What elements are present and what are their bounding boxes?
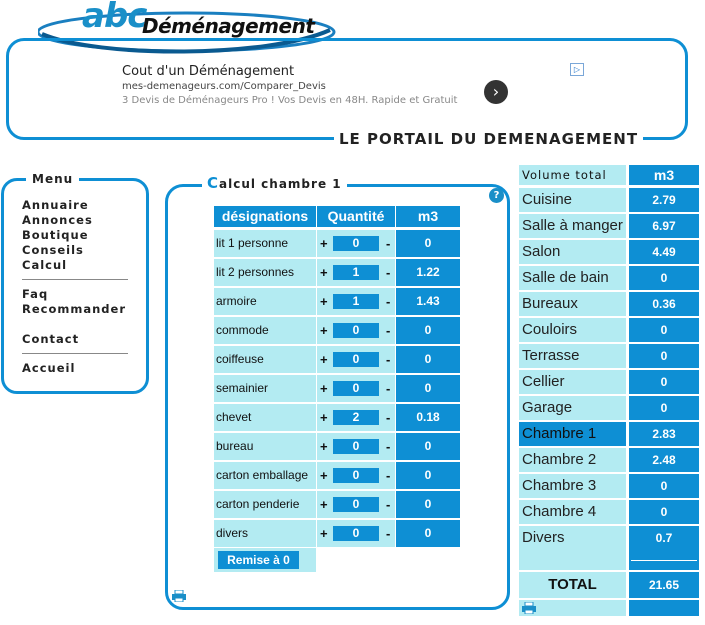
item-label: carton emballage xyxy=(214,462,316,489)
quantity-stepper xyxy=(317,462,395,489)
item-volume: 1.22 xyxy=(396,259,460,286)
volume-footer-cell xyxy=(629,600,699,616)
quantity-value[interactable]: 0 xyxy=(333,352,379,367)
item-volume: 0 xyxy=(396,346,460,373)
item-volume: 1.43 xyxy=(396,288,460,315)
item-label: lit 2 personnes xyxy=(214,259,316,286)
room-volume: 2.83 xyxy=(629,422,699,446)
room-volume: 2.79 xyxy=(629,188,699,212)
quantity-stepper xyxy=(317,375,395,402)
quantity-value[interactable]: 0 xyxy=(333,439,379,454)
room-volume: 0.36 xyxy=(629,292,699,316)
decrement-button[interactable]: - xyxy=(386,381,391,396)
reset-button[interactable]: Remise à 0 xyxy=(218,551,299,569)
room-link[interactable]: Chambre 1 xyxy=(519,422,626,446)
room-link[interactable]: Bureaux xyxy=(519,292,626,316)
menu-link-annonces[interactable]: Annonces xyxy=(22,213,93,227)
room-volume: 0 xyxy=(629,474,699,498)
increment-button[interactable]: + xyxy=(320,410,328,425)
quantity-stepper xyxy=(317,520,395,547)
volume-header-unit: m3 xyxy=(629,165,699,185)
room-link[interactable]: Salon xyxy=(519,240,626,264)
quantity-stepper xyxy=(317,433,395,460)
quantity-stepper xyxy=(317,230,395,257)
item-volume: 0 xyxy=(396,230,460,257)
decrement-button[interactable]: - xyxy=(386,265,391,280)
item-label: lit 1 personne xyxy=(214,230,316,257)
volume-spacer-cell xyxy=(629,550,699,570)
increment-button[interactable]: + xyxy=(320,352,328,367)
increment-button[interactable]: + xyxy=(320,236,328,251)
room-link[interactable]: Cellier xyxy=(519,370,626,394)
menu-divider xyxy=(22,279,128,280)
room-link[interactable]: Chambre 3 xyxy=(519,474,626,498)
portal-title: LE PORTAIL DU DEMENAGEMENT xyxy=(334,128,643,150)
ad-description[interactable]: 3 Devis de Déménageurs Pro ! Vos Devis en 48H. Rapide et Gratuit xyxy=(122,95,458,106)
room-volume: 6.97 xyxy=(629,214,699,238)
quantity-stepper xyxy=(317,317,395,344)
help-icon[interactable]: ? xyxy=(489,188,504,203)
increment-button[interactable]: + xyxy=(320,265,328,280)
chevron-right-icon[interactable]: › xyxy=(484,80,508,104)
room-volume: 0 xyxy=(629,266,699,290)
volume-header-label: Volume total xyxy=(519,165,626,185)
quantity-value[interactable]: 1 xyxy=(333,294,379,309)
quantity-value[interactable]: 0 xyxy=(333,497,379,512)
menu-link-contact[interactable]: Contact xyxy=(22,332,80,346)
item-label: chevet xyxy=(214,404,316,431)
quantity-value[interactable]: 2 xyxy=(333,410,379,425)
room-link[interactable]: Salle à manger xyxy=(519,214,626,238)
quantity-stepper xyxy=(317,346,395,373)
item-volume: 0 xyxy=(396,317,460,344)
adchoices-icon[interactable]: ▷ xyxy=(570,63,584,76)
menu-link-recommander[interactable]: Recommander xyxy=(22,302,126,316)
decrement-button[interactable]: - xyxy=(386,410,391,425)
room-link[interactable]: Terrasse xyxy=(519,344,626,368)
logo-abc: abc xyxy=(82,0,147,36)
decrement-button[interactable]: - xyxy=(386,439,391,454)
increment-button[interactable]: + xyxy=(320,526,328,541)
room-volume: 0 xyxy=(629,318,699,342)
item-label: semainier xyxy=(214,375,316,402)
calc-title-rest: alcul chambre 1 xyxy=(219,177,342,191)
item-volume: 0 xyxy=(396,433,460,460)
room-volume: 0 xyxy=(629,500,699,524)
quantity-value[interactable]: 0 xyxy=(333,236,379,251)
room-link[interactable]: Cuisine xyxy=(519,188,626,212)
quantity-stepper xyxy=(317,259,395,286)
room-link[interactable]: Salle de bain xyxy=(519,266,626,290)
decrement-button[interactable]: - xyxy=(386,526,391,541)
total-value: 21.65 xyxy=(629,572,699,598)
room-link[interactable]: Garage xyxy=(519,396,626,420)
quantity-value[interactable]: 0 xyxy=(333,323,379,338)
room-link[interactable]: Chambre 4 xyxy=(519,500,626,524)
total-label: TOTAL xyxy=(519,572,626,598)
room-volume: 0 xyxy=(629,370,699,394)
menu-divider xyxy=(22,353,128,354)
increment-button[interactable]: + xyxy=(320,439,328,454)
decrement-button[interactable]: - xyxy=(386,468,391,483)
room-volume: 4.49 xyxy=(629,240,699,264)
menu-link-accueil[interactable]: Accueil xyxy=(22,361,76,375)
decrement-button[interactable]: - xyxy=(386,323,391,338)
quantity-value[interactable]: 0 xyxy=(333,381,379,396)
quantity-stepper xyxy=(317,404,395,431)
item-label: carton penderie xyxy=(214,491,316,518)
volume-spacer-cell xyxy=(519,550,626,570)
calc-panel-title xyxy=(202,174,347,193)
item-volume: 0 xyxy=(396,520,460,547)
room-volume: 0 xyxy=(629,396,699,420)
item-label: bureau xyxy=(214,433,316,460)
menu-link-boutique[interactable]: Boutique xyxy=(22,228,89,242)
col-header-designation: désignations xyxy=(214,206,316,227)
item-label: coiffeuse xyxy=(214,346,316,373)
item-label: divers xyxy=(214,520,316,547)
increment-button[interactable]: + xyxy=(320,497,328,512)
room-volume: 2.48 xyxy=(629,448,699,472)
ad-url[interactable]: mes-demenageurs.com/Comparer_Devis xyxy=(122,81,326,92)
room-link[interactable]: Chambre 2 xyxy=(519,448,626,472)
calc-title-initial: C xyxy=(207,174,220,192)
room-link[interactable]: Divers xyxy=(519,526,626,550)
item-volume: 0 xyxy=(396,375,460,402)
item-volume: 0 xyxy=(396,462,460,489)
menu-link-conseils[interactable]: Conseils xyxy=(22,243,84,257)
quantity-value[interactable]: 1 xyxy=(333,265,379,280)
quantity-stepper xyxy=(317,491,395,518)
menu-link-annuaire[interactable]: Annuaire xyxy=(22,198,89,212)
menu-link-faq[interactable]: Faq xyxy=(22,287,49,301)
ad-block[interactable] xyxy=(122,64,482,107)
room-link[interactable]: Couloirs xyxy=(519,318,626,342)
decrement-button[interactable]: - xyxy=(386,497,391,512)
menu-link-calcul[interactable]: Calcul xyxy=(22,258,68,272)
logo-brand: Déménagement xyxy=(142,14,315,38)
room-volume: 0 xyxy=(629,344,699,368)
decrement-button[interactable]: - xyxy=(386,294,391,309)
quantity-stepper xyxy=(317,288,395,315)
col-header-volume: m3 xyxy=(396,206,460,227)
room-volume: 0.7 xyxy=(629,526,699,550)
increment-button[interactable]: + xyxy=(320,323,328,338)
col-header-quantity: Quantité xyxy=(317,206,395,227)
item-label: armoire xyxy=(214,288,316,315)
item-volume: 0.18 xyxy=(396,404,460,431)
quantity-value[interactable]: 0 xyxy=(333,526,379,541)
decrement-button[interactable]: - xyxy=(386,236,391,251)
increment-button[interactable]: + xyxy=(320,381,328,396)
decrement-button[interactable]: - xyxy=(386,352,391,367)
item-volume: 0 xyxy=(396,491,460,518)
menu-title: Menu xyxy=(26,170,79,188)
print-icon[interactable] xyxy=(172,590,186,602)
quantity-value[interactable]: 0 xyxy=(333,468,379,483)
ad-title[interactable]: Cout d'un Déménagement xyxy=(122,64,295,79)
increment-button[interactable]: + xyxy=(320,294,328,309)
print-icon[interactable] xyxy=(522,602,536,614)
increment-button[interactable]: + xyxy=(320,468,328,483)
item-label: commode xyxy=(214,317,316,344)
